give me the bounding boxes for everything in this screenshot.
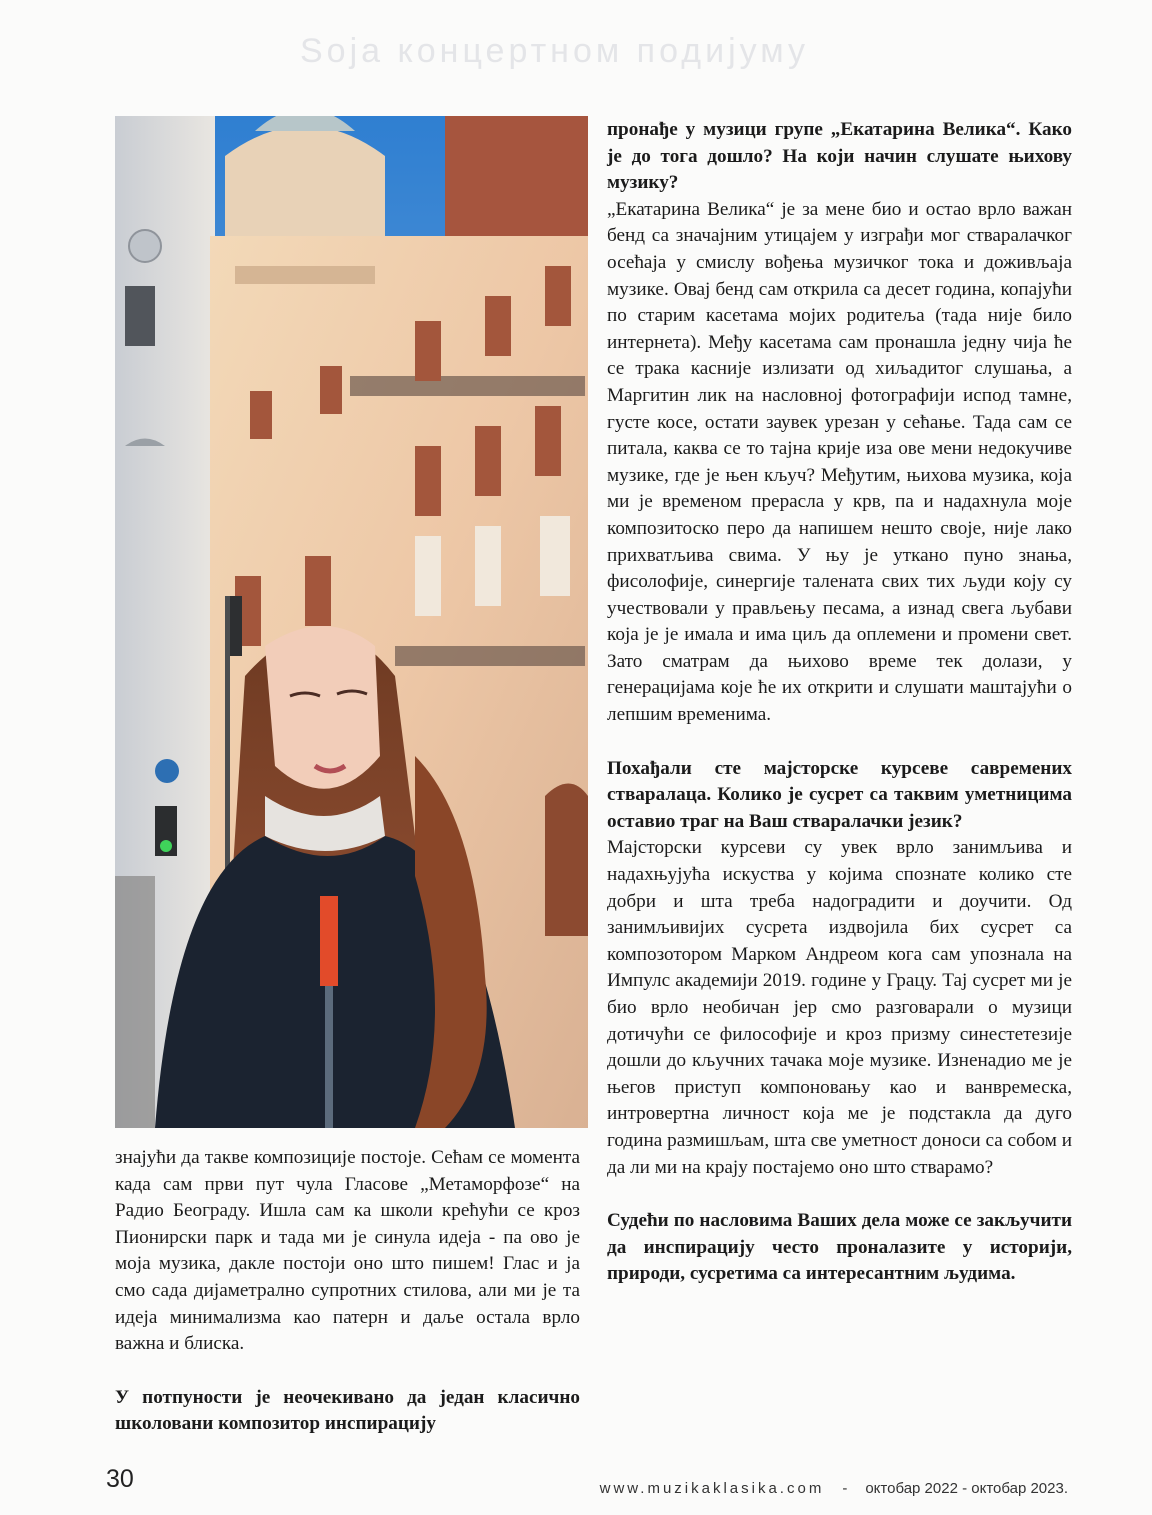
interview-answer-2: Мајсторски курсеви су увек врло занимљива и надахњујућа искуства у којима спознате колико сте добри и шта треба надоградити и доучити. Од занимљивијих сусрета издвојила бих сусрет са композотором Марком Андреом кога сам упознала на Импулс академији 2019. године у Грацу. Тај сусрет ми је био врло необичан јер смо разговарали о музици дотичући се философије и кроз призму синестетезије дошли до кључних тачака моје музике. Изненадио ме је његов приступ компоновању као и ванвремеска, интровертна личност која ме је подстакла да дуго година размишљам, шта све уметност доноси са собом и да ли ми на крају постајемо оно што стварамо? [607, 837, 1072, 1178]
issue-date: октобар 2022 - октобар 2023. [865, 1480, 1068, 1497]
left-paragraph: знајући да такве композиције постоје. Сећам се момента када сам први пут чула Гласове „Метаморфозе“ на Радио Београду. Ишла сам ка школи крећући се кроз Пионирски парк и тада ми је синула идеја - па ово је моја музика, дакле постоји оно што пишем! Глас и ја смо сада дијаметрално супротних стилова, али ми је та идеја минимализма као патерн и даље остала врло важна и блиска. [115, 1147, 580, 1355]
portrait-photo [115, 116, 588, 1128]
interview-answer-1: „Екатарина Велика“ је за мене био и остао врло важан бенд са значајним утицајем у изграђи мог стваралачког осећаја у смислу вођења музичког тока и доживљаја музике. Овај бенд сам открила са десет година, копајући по старим касетама мојих родитеља (тада није било интернета). Међу касетама сам пронашла једну чија ће се трака касније излизати од хиљадитог слушања, а Маргитин лик на насловној фотографији испод тамне, густе косе, остати заувек урезан у сећање. Тада сам се питала, каква се то тајна крије иза ове мени недокучиве музике, где је њен кључ? Међутим, њихова музика, која ми је временом прерасла у крв, па и надахнула моје композитоско перо да напишем нешто своје, није лако прихватљива свима. У њу је уткано пуно знања, фисолофије, синергије талената свих тих људи коју су учествовали у прављењу песама, а изнад свега љубави која је је имала и има циљ да оплемени и промени свет. Зато сматрам да њихово време тек долази, у генерацијама које ће их открити и слушати маштајући о лепшим временима. [607, 198, 1072, 726]
footer [600, 1480, 1068, 1497]
footer-separator: - [842, 1480, 848, 1497]
interview-question-3: Судећи по насловима Ваших дела може се закључити да инспирацију често проналазите у историји, природи, сусретима са интересантним људима. [607, 1210, 1072, 1285]
left-text-column [115, 1145, 580, 1438]
interview-question-1-end: пронађе у музици групе „Екатарина Велика“. Како је до тога дошло? На који начин слушате њихову музику? [607, 119, 1072, 194]
interview-question-2: Похађали сте мајсторске курсеве савремених стваралаца. Колико је сусрет са таквим уметницима оставио траг на Ваш стваралачки језик? [607, 757, 1072, 832]
faded-section-header: Soja концертном подијуму [300, 32, 810, 70]
interview-question-1-start: У потпуности је неочекивано да један класично школовани композитор инспирацију [115, 1386, 580, 1435]
page-number: 30 [106, 1465, 134, 1493]
website-url: www.muzikaklasika.com [599, 1480, 825, 1497]
right-text-column [607, 117, 1072, 1288]
